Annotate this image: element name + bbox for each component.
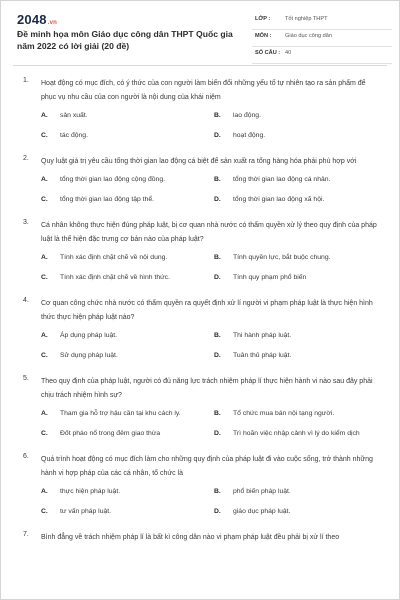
answer-option-b[interactable] [214,487,384,497]
answer-option-d[interactable] [214,131,384,141]
option-letter: A. [41,254,48,261]
option-letter: B. [214,176,221,183]
meta-key: LỚP : [255,16,271,22]
logo-suffix: .vn [47,20,58,26]
question-6 [1,453,399,517]
question-number: 5. [23,375,29,382]
question-number: 6. [23,453,29,460]
question-list [1,77,399,551]
option-text: Tổ chức mua bán nội tạng người. [233,410,335,417]
option-text: tác động. [60,132,88,139]
answer-option-d[interactable] [214,273,384,283]
option-letter: D. [214,430,221,437]
answer-option-b[interactable] [214,253,384,263]
meta-row-question-count [252,47,392,64]
answer-options [41,331,379,361]
answer-option-a[interactable] [41,253,214,263]
answer-option-c[interactable] [41,195,214,205]
option-letter: C. [41,352,48,359]
option-letter: A. [41,332,48,339]
answer-option-a[interactable] [41,111,214,121]
answer-option-a[interactable] [41,487,214,497]
question-number: 2. [23,155,29,162]
option-text: tổng thời gian lao động tập thể. [60,196,155,203]
answer-option-c[interactable] [41,429,214,439]
option-text: Sử dụng pháp luật. [60,352,118,359]
option-text: lao động. [233,112,261,119]
option-text: Tuân thủ pháp luật. [233,352,292,359]
meta-key: MÔN : [255,33,272,39]
answer-option-c[interactable] [41,273,214,283]
answer-option-d[interactable] [214,195,384,205]
option-letter: D. [214,508,221,515]
option-letter: D. [214,274,221,281]
question-text: Theo quy định của pháp luật, người có đủ năng lực trách nhiệm pháp lí thực hiện hành vi nào sau đây phải chịu trách nhiệm hình sự? [41,378,373,399]
answer-option-b[interactable] [214,331,384,341]
meta-key: SỐ CÂU : [255,50,281,56]
option-text: tư vấn pháp luật. [60,508,112,515]
answer-options [41,175,379,205]
option-text: Tính quyền lực, bắt buộc chung. [233,254,331,261]
question-2 [1,155,399,205]
answer-option-b[interactable] [214,111,384,121]
meta-value: 40 [285,50,292,56]
answer-option-c[interactable] [41,131,214,141]
answer-option-a[interactable] [41,175,214,185]
option-letter: C. [41,132,48,139]
option-letter: A. [41,112,48,119]
option-text: Tính xác định chặt chẽ về hình thức. [60,274,170,281]
option-letter: A. [41,488,48,495]
header-divider [13,65,387,66]
meta-row-class [252,13,392,30]
option-text: Tham gia hỗ trợ hậu cần tại khu cách ly. [60,410,181,417]
meta-value: Giáo dục công dân [285,33,332,39]
question-number: 4. [23,297,29,304]
option-text: Tính quy phạm phổ biến [233,274,307,281]
question-text: Quy luật giá trị yêu cầu tổng thời gian lao động cá biệt để sản xuất ra tổng hàng hóa phải phù hợp với [41,158,357,165]
answer-option-d[interactable] [214,351,384,361]
option-text: hoạt động. [233,132,266,139]
option-letter: B. [214,112,221,119]
question-number: 3. [23,219,29,226]
answer-option-d[interactable] [214,507,384,517]
option-letter: D. [214,196,221,203]
answer-options [41,111,379,141]
meta-value: Tốt nghiệp THPT [285,16,328,22]
option-text: tổng thời gian lao động xã hội. [233,196,325,203]
option-text: giáo dục pháp luật. [233,508,291,515]
option-text: Tính xác định chặt chẽ về nội dung. [60,254,168,261]
option-letter: C. [41,274,48,281]
option-text: thực hiện pháp luật. [60,488,121,495]
option-letter: D. [214,352,221,359]
answer-option-c[interactable] [41,351,214,361]
answer-option-a[interactable] [41,331,214,341]
option-letter: B. [214,332,221,339]
option-text: phổ biến pháp luật. [233,488,291,495]
site-logo[interactable] [17,12,57,27]
answer-options [41,409,379,439]
option-letter: B. [214,410,221,417]
option-text: tổng thời gian lao động cá nhân. [233,176,331,183]
question-number: 1. [23,77,29,84]
option-text: Trì hoãn việc nhập cảnh vì lý do kiểm dịch [233,430,360,437]
question-text: Hoạt động có mục đích, có ý thức của con người làm biến đổi những yếu tố tự nhiên tạo ra sản phẩm để phục vụ nhu cầu của con người là nội dung của khái niệm [41,80,366,101]
answer-options [41,487,379,517]
option-letter: D. [214,132,221,139]
answer-options [41,253,379,283]
option-text: Đốt pháo nổ trong đêm giao thừa [60,430,161,437]
question-5 [1,375,399,439]
answer-option-b[interactable] [214,409,384,419]
document-title: Đề minh họa môn Giáo dục công dân THPT Quốc gia năm 2022 có lời giải (20 đề) [17,29,233,51]
option-letter: C. [41,508,48,515]
answer-option-a[interactable] [41,409,214,419]
option-text: Thi hành pháp luật. [233,332,292,339]
option-letter: B. [214,488,221,495]
question-text: Quá trình hoạt động có mục đích làm cho những quy định của pháp luật đi vào cuộc sống, trở thành những hành vi hợp pháp của các cá nhân, tổ chức là [41,456,373,477]
answer-option-b[interactable] [214,175,384,185]
question-text: Bình đẳng về trách nhiệm pháp lí là bất kì công dân nào vi phạm pháp luật đều phải bị xử lí theo [41,534,340,541]
document-header [1,1,399,65]
question-7 [1,531,399,545]
option-text: Áp dụng pháp luật. [60,332,118,339]
answer-option-c[interactable] [41,507,214,517]
question-number: 7. [23,531,29,538]
logo-text: 2048 [17,12,47,27]
option-letter: A. [41,176,48,183]
option-letter: B. [214,254,221,261]
question-text: Cá nhân không thực hiện đúng pháp luật, bị cơ quan nhà nước có thẩm quyền xử lý theo quy định của pháp luật là thể hiện đặc trưng cơ bản nào của pháp luật? [41,222,377,243]
option-text: tổng thời gian lao động cộng đồng. [60,176,165,183]
meta-row-subject [252,30,392,47]
question-4 [1,297,399,361]
question-1 [1,77,399,141]
option-letter: C. [41,196,48,203]
answer-option-d[interactable] [214,429,384,439]
question-3 [1,219,399,283]
question-text: Cơ quan công chức nhà nước có thẩm quyền ra quyết định xử lí người vi phạm pháp luật là thực hiện hình thức thực hiện pháp luật nào? [41,300,373,321]
option-text: sản xuất. [60,112,88,119]
document-meta-table [252,13,392,64]
option-letter: A. [41,410,48,417]
option-letter: C. [41,430,48,437]
